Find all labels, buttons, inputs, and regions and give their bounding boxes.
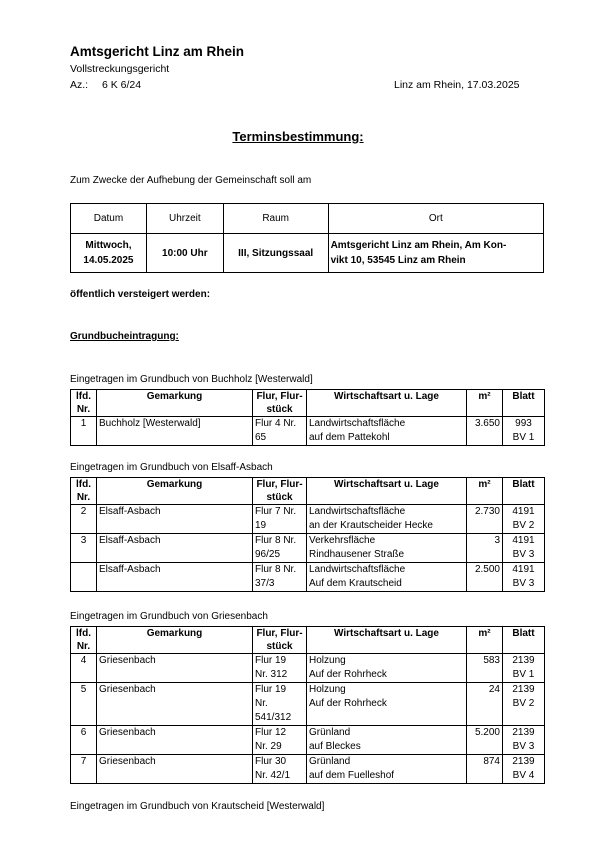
header-flur <box>253 627 307 654</box>
table-header-row <box>71 627 545 654</box>
table-row <box>71 755 545 784</box>
cell-flur-line: 65 <box>255 432 267 443</box>
header-m2: m² <box>467 390 503 417</box>
cell-wirtschaftsart <box>307 417 467 446</box>
section-heading: Eingetragen im Grundbuch von Buchholz [Westerwald] <box>70 374 313 385</box>
cell-m2: 3.650 <box>467 417 503 446</box>
case-number: 6 K 6/24 <box>102 79 142 91</box>
cell-flur-line: Flur 7 Nr. <box>255 506 297 517</box>
header-gemarkung: Gemarkung <box>97 390 253 417</box>
header-flur-text: stück <box>266 492 293 503</box>
appointment-value-row <box>71 234 544 273</box>
section-heading: Eingetragen im Grundbuch von Elsaff-Asbach <box>70 462 273 473</box>
cell-blatt-line: BV 2 <box>512 698 535 709</box>
place-date: Linz am Rhein, 17.03.2025 <box>394 79 520 91</box>
cell-flur-line: Flur 30 <box>255 756 287 767</box>
cell-gemarkung: Griesenbach <box>97 683 253 726</box>
header-wirtschaftsart: Wirtschaftsart u. Lage <box>307 627 467 654</box>
case-number-label: Az.: <box>70 79 89 91</box>
cell-nr: 2 <box>71 505 97 534</box>
cell-flur <box>253 726 307 755</box>
cell-blatt-line: 4191 <box>512 535 535 546</box>
table-row <box>71 563 545 592</box>
cell-blatt-line: 4191 <box>512 564 535 575</box>
cell-wirtschaftsart <box>307 505 467 534</box>
cell-blatt-line: BV 3 <box>512 549 535 560</box>
cell-flur-line: Nr. 312 <box>255 669 288 680</box>
header-nr <box>71 390 97 417</box>
cell-flur-line: Nr. 42/1 <box>255 770 291 781</box>
cell-art-line: Auf der Rohrheck <box>309 698 387 709</box>
header-wirtschaftsart: Wirtschaftsart u. Lage <box>307 478 467 505</box>
header-nr-text: lfd. <box>76 628 91 639</box>
cell-wirtschaftsart <box>307 726 467 755</box>
header-m2: m² <box>467 478 503 505</box>
cell-flur <box>253 505 307 534</box>
cell-flur-line: 541/312 <box>255 712 292 723</box>
table-header-row <box>71 478 545 505</box>
cell-art-line: Grünland <box>309 727 351 738</box>
cell-blatt-line: 993 <box>515 418 532 429</box>
appointment-date <box>71 234 147 273</box>
cell-flur <box>253 534 307 563</box>
document-title: Terminsbestimmung: <box>232 129 364 144</box>
header-flur <box>253 478 307 505</box>
cell-flur-line: Nr. 29 <box>255 741 282 752</box>
table-row <box>71 683 545 726</box>
cell-m2: 583 <box>467 654 503 683</box>
cell-blatt <box>503 505 545 534</box>
header-nr-text: lfd. <box>76 479 91 490</box>
appointment-weekday: Mittwoch, <box>85 240 132 251</box>
appointment-place <box>328 234 543 273</box>
cell-gemarkung: Elsaff-Asbach <box>97 505 253 534</box>
table-header-row <box>71 390 545 417</box>
table-row <box>71 654 545 683</box>
header-nr-text: Nr. <box>76 641 91 652</box>
cell-flur-line: 96/25 <box>255 549 281 560</box>
cell-blatt <box>503 534 545 563</box>
header-place: Ort <box>328 204 543 234</box>
cell-gemarkung: Buchholz [Westerwald] <box>97 417 253 446</box>
cell-nr: 6 <box>71 726 97 755</box>
cell-wirtschaftsart <box>307 654 467 683</box>
cell-flur <box>253 563 307 592</box>
cell-art-line: Holzung <box>309 684 346 695</box>
cell-gemarkung: Griesenbach <box>97 755 253 784</box>
header-nr-text: Nr. <box>76 492 91 503</box>
cell-blatt-line: 2139 <box>512 727 535 738</box>
cell-m2: 24 <box>467 683 503 726</box>
cell-wirtschaftsart <box>307 563 467 592</box>
sold-text: öffentlich versteigert werden: <box>70 289 211 300</box>
cell-m2: 3 <box>467 534 503 563</box>
header-nr-text: lfd. <box>76 391 91 402</box>
cell-blatt-line: BV 3 <box>512 741 535 752</box>
cell-wirtschaftsart <box>307 683 467 726</box>
header-blatt: Blatt <box>503 390 545 417</box>
appointment-place-line1: Amtsgericht Linz am Rhein, Am Kon- <box>330 240 507 251</box>
cell-art-line: auf Bleckes <box>309 741 361 752</box>
cell-art-line: Rindhausener Straße <box>309 549 405 560</box>
cell-blatt-line: BV 1 <box>512 669 535 680</box>
cell-gemarkung: Elsaff-Asbach <box>97 534 253 563</box>
section-heading: Eingetragen im Grundbuch von Griesenbach <box>70 611 268 622</box>
header-flur-text: Flur, Flur- <box>256 391 303 402</box>
cell-art-line: auf dem Pattekohl <box>309 432 390 443</box>
cell-m2: 2.730 <box>467 505 503 534</box>
cell-blatt-line: 2139 <box>512 655 535 666</box>
cell-gemarkung: Griesenbach <box>97 654 253 683</box>
cell-m2: 2.500 <box>467 563 503 592</box>
cell-gemarkung: Griesenbach <box>97 726 253 755</box>
appointment-place-line2: vikt 10, 53545 Linz am Rhein <box>330 255 466 266</box>
appointment-time: 10:00 Uhr <box>146 234 223 273</box>
header-time: Uhrzeit <box>146 204 223 234</box>
cell-flur <box>253 683 307 726</box>
appointment-day: 14.05.2025 <box>83 255 134 266</box>
cell-flur <box>253 654 307 683</box>
cell-flur-line: Flur 8 Nr. <box>255 535 297 546</box>
court-department: Vollstreckungsgericht <box>70 63 170 75</box>
cell-blatt-line: BV 1 <box>512 432 535 443</box>
cell-blatt <box>503 683 545 726</box>
cell-nr: 4 <box>71 654 97 683</box>
cell-flur-line: Flur 4 Nr. <box>255 418 297 429</box>
cell-art-line: Holzung <box>309 655 346 666</box>
cell-blatt <box>503 417 545 446</box>
cell-blatt-line: 4191 <box>512 506 535 517</box>
cell-art-line: Landwirtschaftsfläche <box>309 564 406 575</box>
cell-flur-line: Flur 19 <box>255 684 287 695</box>
cell-flur <box>253 417 307 446</box>
intro-text: Zum Zwecke der Aufhebung der Gemeinschaft soll am <box>70 175 312 186</box>
table-row <box>71 726 545 755</box>
table-row <box>71 417 545 446</box>
cell-nr <box>71 563 97 592</box>
header-gemarkung: Gemarkung <box>97 627 253 654</box>
cell-nr: 3 <box>71 534 97 563</box>
header-date: Datum <box>71 204 147 234</box>
header-blatt: Blatt <box>503 478 545 505</box>
cell-flur <box>253 755 307 784</box>
cell-gemarkung: Elsaff-Asbach <box>97 563 253 592</box>
cell-art-line: Landwirtschaftsfläche <box>309 506 406 517</box>
header-blatt: Blatt <box>503 627 545 654</box>
header-flur <box>253 390 307 417</box>
header-m2: m² <box>467 627 503 654</box>
header-flur-text: stück <box>266 641 293 652</box>
cell-wirtschaftsart <box>307 534 467 563</box>
cell-art-line: Landwirtschaftsfläche <box>309 418 406 429</box>
header-gemarkung: Gemarkung <box>97 478 253 505</box>
cell-nr: 7 <box>71 755 97 784</box>
cell-blatt <box>503 563 545 592</box>
cell-m2: 5.200 <box>467 726 503 755</box>
cell-blatt <box>503 654 545 683</box>
cell-nr: 5 <box>71 683 97 726</box>
cell-wirtschaftsart <box>307 755 467 784</box>
cell-blatt-line: BV 2 <box>512 520 535 531</box>
header-flur-text: Flur, Flur- <box>256 479 303 490</box>
cell-flur-line: 37/3 <box>255 578 275 589</box>
cell-nr: 1 <box>71 417 97 446</box>
cell-flur-line: Flur 12 <box>255 727 287 738</box>
cell-art-line: Auf der Rohrheck <box>309 669 387 680</box>
cell-blatt <box>503 726 545 755</box>
cell-blatt-line: 2139 <box>512 684 535 695</box>
header-nr-text: Nr. <box>76 404 91 415</box>
header-room: Raum <box>223 204 328 234</box>
section-heading: Eingetragen im Grundbuch von Krautscheid [Westerwald] <box>70 801 325 812</box>
table-row <box>71 505 545 534</box>
land-register-heading: Grundbucheintragung: <box>70 331 179 342</box>
cell-blatt-line: 2139 <box>512 756 535 767</box>
header-flur-text: stück <box>266 404 293 415</box>
cell-flur-line: Flur 19 <box>255 655 287 666</box>
appointment-room: III, Sitzungssaal <box>223 234 328 273</box>
appointment-table <box>70 203 544 273</box>
cell-blatt-line: BV 4 <box>512 770 535 781</box>
land-register-table <box>70 389 545 446</box>
table-row <box>71 534 545 563</box>
land-register-table <box>70 477 545 592</box>
header-flur-text: Flur, Flur- <box>256 628 303 639</box>
cell-art-line: Grünland <box>309 756 351 767</box>
cell-art-line: auf dem Fuelleshof <box>309 770 395 781</box>
appointment-header-row <box>71 204 544 234</box>
cell-art-line: Verkehrsfläche <box>309 535 376 546</box>
cell-flur-line: Flur 8 Nr. <box>255 564 297 575</box>
court-name: Amtsgericht Linz am Rhein <box>70 44 245 59</box>
header-wirtschaftsart: Wirtschaftsart u. Lage <box>307 390 467 417</box>
land-register-table <box>70 626 545 784</box>
cell-art-line: Auf dem Krautscheid <box>309 578 402 589</box>
cell-flur-line: 19 <box>255 520 267 531</box>
header-nr <box>71 478 97 505</box>
cell-m2: 874 <box>467 755 503 784</box>
cell-art-line: an der Krautscheider Hecke <box>309 520 433 531</box>
cell-blatt <box>503 755 545 784</box>
cell-flur-line: Nr. <box>255 698 268 709</box>
header-nr <box>71 627 97 654</box>
cell-blatt-line: BV 3 <box>512 578 535 589</box>
